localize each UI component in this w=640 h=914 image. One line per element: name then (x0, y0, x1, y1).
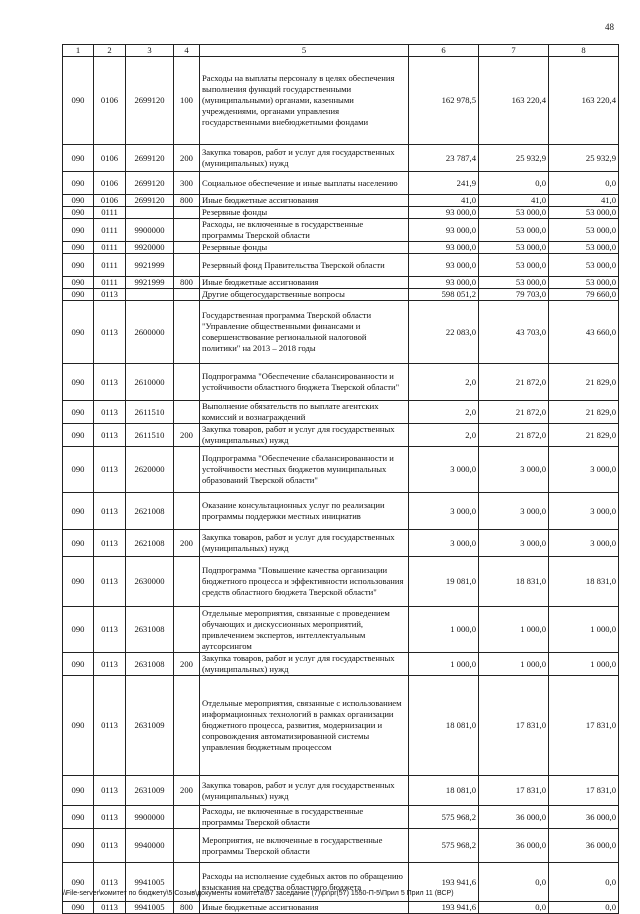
target-article-cell: 2621008 (126, 530, 174, 557)
section-code-cell: 0113 (94, 902, 126, 914)
amount-cell-6: 193 941,6 (409, 902, 479, 914)
amount-cell-6: 93 000,0 (409, 242, 479, 254)
amount-cell-8: 17 831,0 (549, 676, 619, 776)
expense-type-cell: 800 (174, 902, 200, 914)
expense-type-cell: 800 (174, 195, 200, 207)
table-row (63, 776, 619, 806)
amount-cell-7: 1 000,0 (479, 607, 549, 653)
amount-cell-7: 0,0 (479, 902, 549, 914)
expense-type-cell (174, 364, 200, 401)
target-article-cell: 9921999 (126, 277, 174, 289)
amount-cell-8: 53 000,0 (549, 254, 619, 277)
amount-cell-8: 41,0 (549, 195, 619, 207)
ministry-code-cell: 090 (63, 172, 94, 195)
amount-cell-8: 1 000,0 (549, 653, 619, 676)
amount-cell-8: 163 220,4 (549, 57, 619, 145)
section-code-cell: 0113 (94, 653, 126, 676)
section-code-cell: 0113 (94, 364, 126, 401)
amount-cell-6: 193 941,6 (409, 863, 479, 902)
expense-type-cell (174, 219, 200, 242)
table-row (63, 145, 619, 172)
ministry-code-cell: 090 (63, 653, 94, 676)
ministry-code-cell: 090 (63, 207, 94, 219)
description-cell: Резервные фонды (200, 242, 409, 254)
expense-type-cell (174, 289, 200, 301)
table-row (63, 207, 619, 219)
expense-type-cell (174, 607, 200, 653)
amount-cell-6: 2,0 (409, 401, 479, 424)
amount-cell-6: 575 968,2 (409, 806, 479, 829)
amount-cell-8: 21 829,0 (549, 424, 619, 447)
description-cell: Закупка товаров, работ и услуг для государственных (муниципальных) нужд (200, 530, 409, 557)
description-cell: Расходы на выплаты персоналу в целях обеспечения выполнения функций государственными (муниципальными) органами, казенными учреждениями, органами управления государственными внебюджетными фондами (200, 57, 409, 145)
ministry-code-cell: 090 (63, 277, 94, 289)
description-cell: Другие общегосударственные вопросы (200, 289, 409, 301)
amount-cell-8: 1 000,0 (549, 607, 619, 653)
section-code-cell: 0106 (94, 145, 126, 172)
amount-cell-8: 0,0 (549, 863, 619, 902)
ministry-code-cell: 090 (63, 145, 94, 172)
amount-cell-8: 21 829,0 (549, 401, 619, 424)
target-article-cell: 9900000 (126, 806, 174, 829)
amount-cell-8: 36 000,0 (549, 829, 619, 863)
target-article-cell: 2621008 (126, 493, 174, 530)
description-cell: Резервный фонд Правительства Тверской области (200, 254, 409, 277)
amount-cell-8: 53 000,0 (549, 219, 619, 242)
description-cell: Мероприятия, не включенные в государственные программы Тверской области (200, 829, 409, 863)
ministry-code-cell: 090 (63, 776, 94, 806)
amount-cell-6: 93 000,0 (409, 277, 479, 289)
table-row (63, 493, 619, 530)
ministry-code-cell: 090 (63, 447, 94, 493)
amount-cell-6: 23 787,4 (409, 145, 479, 172)
amount-cell-7: 21 872,0 (479, 401, 549, 424)
table-row (63, 676, 619, 776)
description-cell: Расходы, не включенные в государственные программы Тверской области (200, 219, 409, 242)
ministry-code-cell: 090 (63, 493, 94, 530)
expense-type-cell: 200 (174, 776, 200, 806)
target-article-cell: 2631009 (126, 776, 174, 806)
table-row (63, 242, 619, 254)
ministry-code-cell: 090 (63, 57, 94, 145)
amount-cell-6: 3 000,0 (409, 530, 479, 557)
amount-cell-8: 3 000,0 (549, 447, 619, 493)
expense-type-cell (174, 447, 200, 493)
table-row (63, 57, 619, 145)
ministry-code-cell: 090 (63, 289, 94, 301)
amount-cell-8: 79 660,0 (549, 289, 619, 301)
budget-table (62, 44, 619, 914)
amount-cell-6: 93 000,0 (409, 219, 479, 242)
expense-type-cell (174, 676, 200, 776)
ministry-code-cell: 090 (63, 364, 94, 401)
target-article-cell: 9941005 (126, 863, 174, 902)
ministry-code-cell: 090 (63, 863, 94, 902)
amount-cell-8: 3 000,0 (549, 530, 619, 557)
target-article-cell: 2699120 (126, 145, 174, 172)
amount-cell-7: 53 000,0 (479, 207, 549, 219)
ministry-code-cell: 090 (63, 195, 94, 207)
amount-cell-6: 18 081,0 (409, 676, 479, 776)
column-header: 5 (200, 45, 409, 57)
ministry-code-cell: 090 (63, 607, 94, 653)
amount-cell-8: 17 831,0 (549, 776, 619, 806)
description-cell: Подпрограмма "Обеспечение сбалансированности и устойчивости местных бюджетов муниципальных образований Тверской области" (200, 447, 409, 493)
amount-cell-7: 53 000,0 (479, 277, 549, 289)
ministry-code-cell: 090 (63, 806, 94, 829)
amount-cell-7: 3 000,0 (479, 493, 549, 530)
table-row (63, 653, 619, 676)
table-row (63, 806, 619, 829)
amount-cell-8: 0,0 (549, 902, 619, 914)
section-code-cell: 0113 (94, 424, 126, 447)
table-row (63, 557, 619, 607)
amount-cell-6: 3 000,0 (409, 447, 479, 493)
section-code-cell: 0111 (94, 219, 126, 242)
section-code-cell: 0113 (94, 806, 126, 829)
table-row (63, 364, 619, 401)
description-cell: Закупка товаров, работ и услуг для государственных (муниципальных) нужд (200, 424, 409, 447)
amount-cell-7: 36 000,0 (479, 806, 549, 829)
table-row (63, 277, 619, 289)
description-cell: Отдельные мероприятия, связанные с проведением обучающих и дискуссионных мероприятий, привлечением экспертов, интеллектуальным аутсорсингом (200, 607, 409, 653)
description-cell: Резервные фонды (200, 207, 409, 219)
amount-cell-8: 18 831,0 (549, 557, 619, 607)
description-cell: Иные бюджетные ассигнования (200, 277, 409, 289)
amount-cell-6: 1 000,0 (409, 607, 479, 653)
amount-cell-6: 1 000,0 (409, 653, 479, 676)
amount-cell-7: 163 220,4 (479, 57, 549, 145)
target-article-cell: 2699120 (126, 195, 174, 207)
amount-cell-6: 41,0 (409, 195, 479, 207)
target-article-cell: 2631008 (126, 653, 174, 676)
amount-cell-6: 19 081,0 (409, 557, 479, 607)
amount-cell-8: 53 000,0 (549, 207, 619, 219)
amount-cell-7: 25 932,9 (479, 145, 549, 172)
amount-cell-6: 162 978,5 (409, 57, 479, 145)
table-row (63, 902, 619, 914)
target-article-cell: 2630000 (126, 557, 174, 607)
description-cell: Расходы, не включенные в государственные программы Тверской области (200, 806, 409, 829)
description-cell: Иные бюджетные ассигнования (200, 902, 409, 914)
expense-type-cell: 100 (174, 57, 200, 145)
column-header: 3 (126, 45, 174, 57)
column-header: 2 (94, 45, 126, 57)
target-article-cell: 9941005 (126, 902, 174, 914)
table-row (63, 424, 619, 447)
table-row (63, 301, 619, 364)
amount-cell-8: 0,0 (549, 172, 619, 195)
table-row (63, 447, 619, 493)
amount-cell-8: 3 000,0 (549, 493, 619, 530)
section-code-cell: 0113 (94, 530, 126, 557)
amount-cell-7: 18 831,0 (479, 557, 549, 607)
target-article-cell: 2699120 (126, 57, 174, 145)
section-code-cell: 0113 (94, 607, 126, 653)
amount-cell-7: 0,0 (479, 863, 549, 902)
table-row (63, 401, 619, 424)
ministry-code-cell: 090 (63, 676, 94, 776)
table-row (63, 172, 619, 195)
description-cell: Подпрограмма "Повышение качества организации бюджетного процесса и эффективности использования средств областного бюджета Тверской области" (200, 557, 409, 607)
section-code-cell: 0113 (94, 493, 126, 530)
column-header: 4 (174, 45, 200, 57)
description-cell: Отдельные мероприятия, связанные с использованием информационных технологий в рамках организации бюджетного процесса, развития, модернизации и сопровождения автоматизированной системы управления бюджетным процессом (200, 676, 409, 776)
column-header: 7 (479, 45, 549, 57)
ministry-code-cell: 090 (63, 530, 94, 557)
target-article-cell: 9920000 (126, 242, 174, 254)
amount-cell-7: 53 000,0 (479, 219, 549, 242)
amount-cell-7: 1 000,0 (479, 653, 549, 676)
amount-cell-8: 36 000,0 (549, 806, 619, 829)
expense-type-cell (174, 557, 200, 607)
ministry-code-cell: 090 (63, 829, 94, 863)
amount-cell-8: 53 000,0 (549, 277, 619, 289)
amount-cell-6: 2,0 (409, 424, 479, 447)
target-article-cell: 9921999 (126, 254, 174, 277)
ministry-code-cell: 090 (63, 401, 94, 424)
section-code-cell: 0106 (94, 172, 126, 195)
amount-cell-7: 3 000,0 (479, 530, 549, 557)
amount-cell-6: 18 081,0 (409, 776, 479, 806)
amount-cell-7: 17 831,0 (479, 676, 549, 776)
section-code-cell: 0111 (94, 277, 126, 289)
target-article-cell: 2611510 (126, 401, 174, 424)
table-row (63, 219, 619, 242)
section-code-cell: 0106 (94, 195, 126, 207)
section-code-cell: 0113 (94, 401, 126, 424)
amount-cell-8: 43 660,0 (549, 301, 619, 364)
section-code-cell: 0113 (94, 829, 126, 863)
description-cell: Закупка товаров, работ и услуг для государственных (муниципальных) нужд (200, 653, 409, 676)
amount-cell-6: 2,0 (409, 364, 479, 401)
target-article-cell: 2610000 (126, 364, 174, 401)
expense-type-cell (174, 401, 200, 424)
amount-cell-6: 3 000,0 (409, 493, 479, 530)
target-article-cell: 2611510 (126, 424, 174, 447)
expense-type-cell: 200 (174, 424, 200, 447)
table-row (63, 829, 619, 863)
amount-cell-7: 21 872,0 (479, 364, 549, 401)
amount-cell-7: 17 831,0 (479, 776, 549, 806)
target-article-cell: 2620000 (126, 447, 174, 493)
expense-type-cell: 200 (174, 653, 200, 676)
expense-type-cell: 300 (174, 172, 200, 195)
amount-cell-8: 53 000,0 (549, 242, 619, 254)
section-code-cell: 0111 (94, 242, 126, 254)
target-article-cell: 2600000 (126, 301, 174, 364)
description-cell: Социальное обеспечение и иные выплаты населению (200, 172, 409, 195)
description-cell: Оказание консультационных услуг по реализации программы поддержки местных инициатив (200, 493, 409, 530)
section-code-cell: 0113 (94, 289, 126, 301)
amount-cell-6: 575 968,2 (409, 829, 479, 863)
target-article-cell: 2699120 (126, 172, 174, 195)
section-code-cell: 0113 (94, 863, 126, 902)
column-number-row (63, 45, 619, 57)
section-code-cell: 0113 (94, 776, 126, 806)
amount-cell-7: 21 872,0 (479, 424, 549, 447)
amount-cell-6: 93 000,0 (409, 254, 479, 277)
section-code-cell: 0113 (94, 557, 126, 607)
column-header: 6 (409, 45, 479, 57)
amount-cell-6: 93 000,0 (409, 207, 479, 219)
table-row (63, 607, 619, 653)
amount-cell-8: 21 829,0 (549, 364, 619, 401)
amount-cell-6: 241,9 (409, 172, 479, 195)
expense-type-cell (174, 493, 200, 530)
amount-cell-6: 22 083,0 (409, 301, 479, 364)
expense-type-cell (174, 254, 200, 277)
description-cell: Государственная программа Тверской области "Управление общественными финансами и совершенствование региональной налоговой политики" на 2013 – 2018 годы (200, 301, 409, 364)
description-cell: Выполнение обязательств по выплате агентских комиссий и вознаграждений (200, 401, 409, 424)
ministry-code-cell: 090 (63, 301, 94, 364)
amount-cell-8: 25 932,9 (549, 145, 619, 172)
description-cell: Подпрограмма "Обеспечение сбалансированности и устойчивости областного бюджета Тверской области" (200, 364, 409, 401)
description-cell: Закупка товаров, работ и услуг для государственных (муниципальных) нужд (200, 776, 409, 806)
expense-type-cell: 200 (174, 145, 200, 172)
file-path-footer: \\File-server\комитет по бюджету\5 Созыв\документы комитета\57 заседание (7)\pr\pr(57) 1550-П-5\Прил 5 Прил 11 (ВСР) (62, 890, 454, 897)
expense-type-cell: 800 (174, 277, 200, 289)
column-header: 8 (549, 45, 619, 57)
amount-cell-7: 36 000,0 (479, 829, 549, 863)
ministry-code-cell: 090 (63, 557, 94, 607)
section-code-cell: 0111 (94, 207, 126, 219)
target-article-cell: 9900000 (126, 219, 174, 242)
ministry-code-cell: 090 (63, 242, 94, 254)
expense-type-cell (174, 301, 200, 364)
target-article-cell (126, 289, 174, 301)
section-code-cell: 0113 (94, 676, 126, 776)
table-row (63, 530, 619, 557)
table-row (63, 195, 619, 207)
expense-type-cell (174, 806, 200, 829)
description-cell: Иные бюджетные ассигнования (200, 195, 409, 207)
amount-cell-7: 43 703,0 (479, 301, 549, 364)
section-code-cell: 0111 (94, 254, 126, 277)
expense-type-cell: 200 (174, 530, 200, 557)
table-row (63, 254, 619, 277)
expense-type-cell (174, 242, 200, 254)
target-article-cell: 9940000 (126, 829, 174, 863)
amount-cell-7: 41,0 (479, 195, 549, 207)
page-number: 48 (605, 22, 614, 32)
expense-type-cell (174, 207, 200, 219)
section-code-cell: 0113 (94, 301, 126, 364)
ministry-code-cell: 090 (63, 902, 94, 914)
target-article-cell: 2631008 (126, 607, 174, 653)
ministry-code-cell: 090 (63, 424, 94, 447)
expense-type-cell (174, 829, 200, 863)
table-row (63, 289, 619, 301)
amount-cell-7: 3 000,0 (479, 447, 549, 493)
description-cell: Расходы на исполнение судебных актов по обращению взыскания на средства областного бюджета (200, 863, 409, 902)
description-cell: Закупка товаров, работ и услуг для государственных (муниципальных) нужд (200, 145, 409, 172)
column-header: 1 (63, 45, 94, 57)
amount-cell-7: 79 703,0 (479, 289, 549, 301)
target-article-cell (126, 207, 174, 219)
section-code-cell: 0106 (94, 57, 126, 145)
amount-cell-7: 53 000,0 (479, 242, 549, 254)
amount-cell-7: 53 000,0 (479, 254, 549, 277)
amount-cell-7: 0,0 (479, 172, 549, 195)
target-article-cell: 2631009 (126, 676, 174, 776)
ministry-code-cell: 090 (63, 254, 94, 277)
amount-cell-6: 598 051,2 (409, 289, 479, 301)
ministry-code-cell: 090 (63, 219, 94, 242)
section-code-cell: 0113 (94, 447, 126, 493)
